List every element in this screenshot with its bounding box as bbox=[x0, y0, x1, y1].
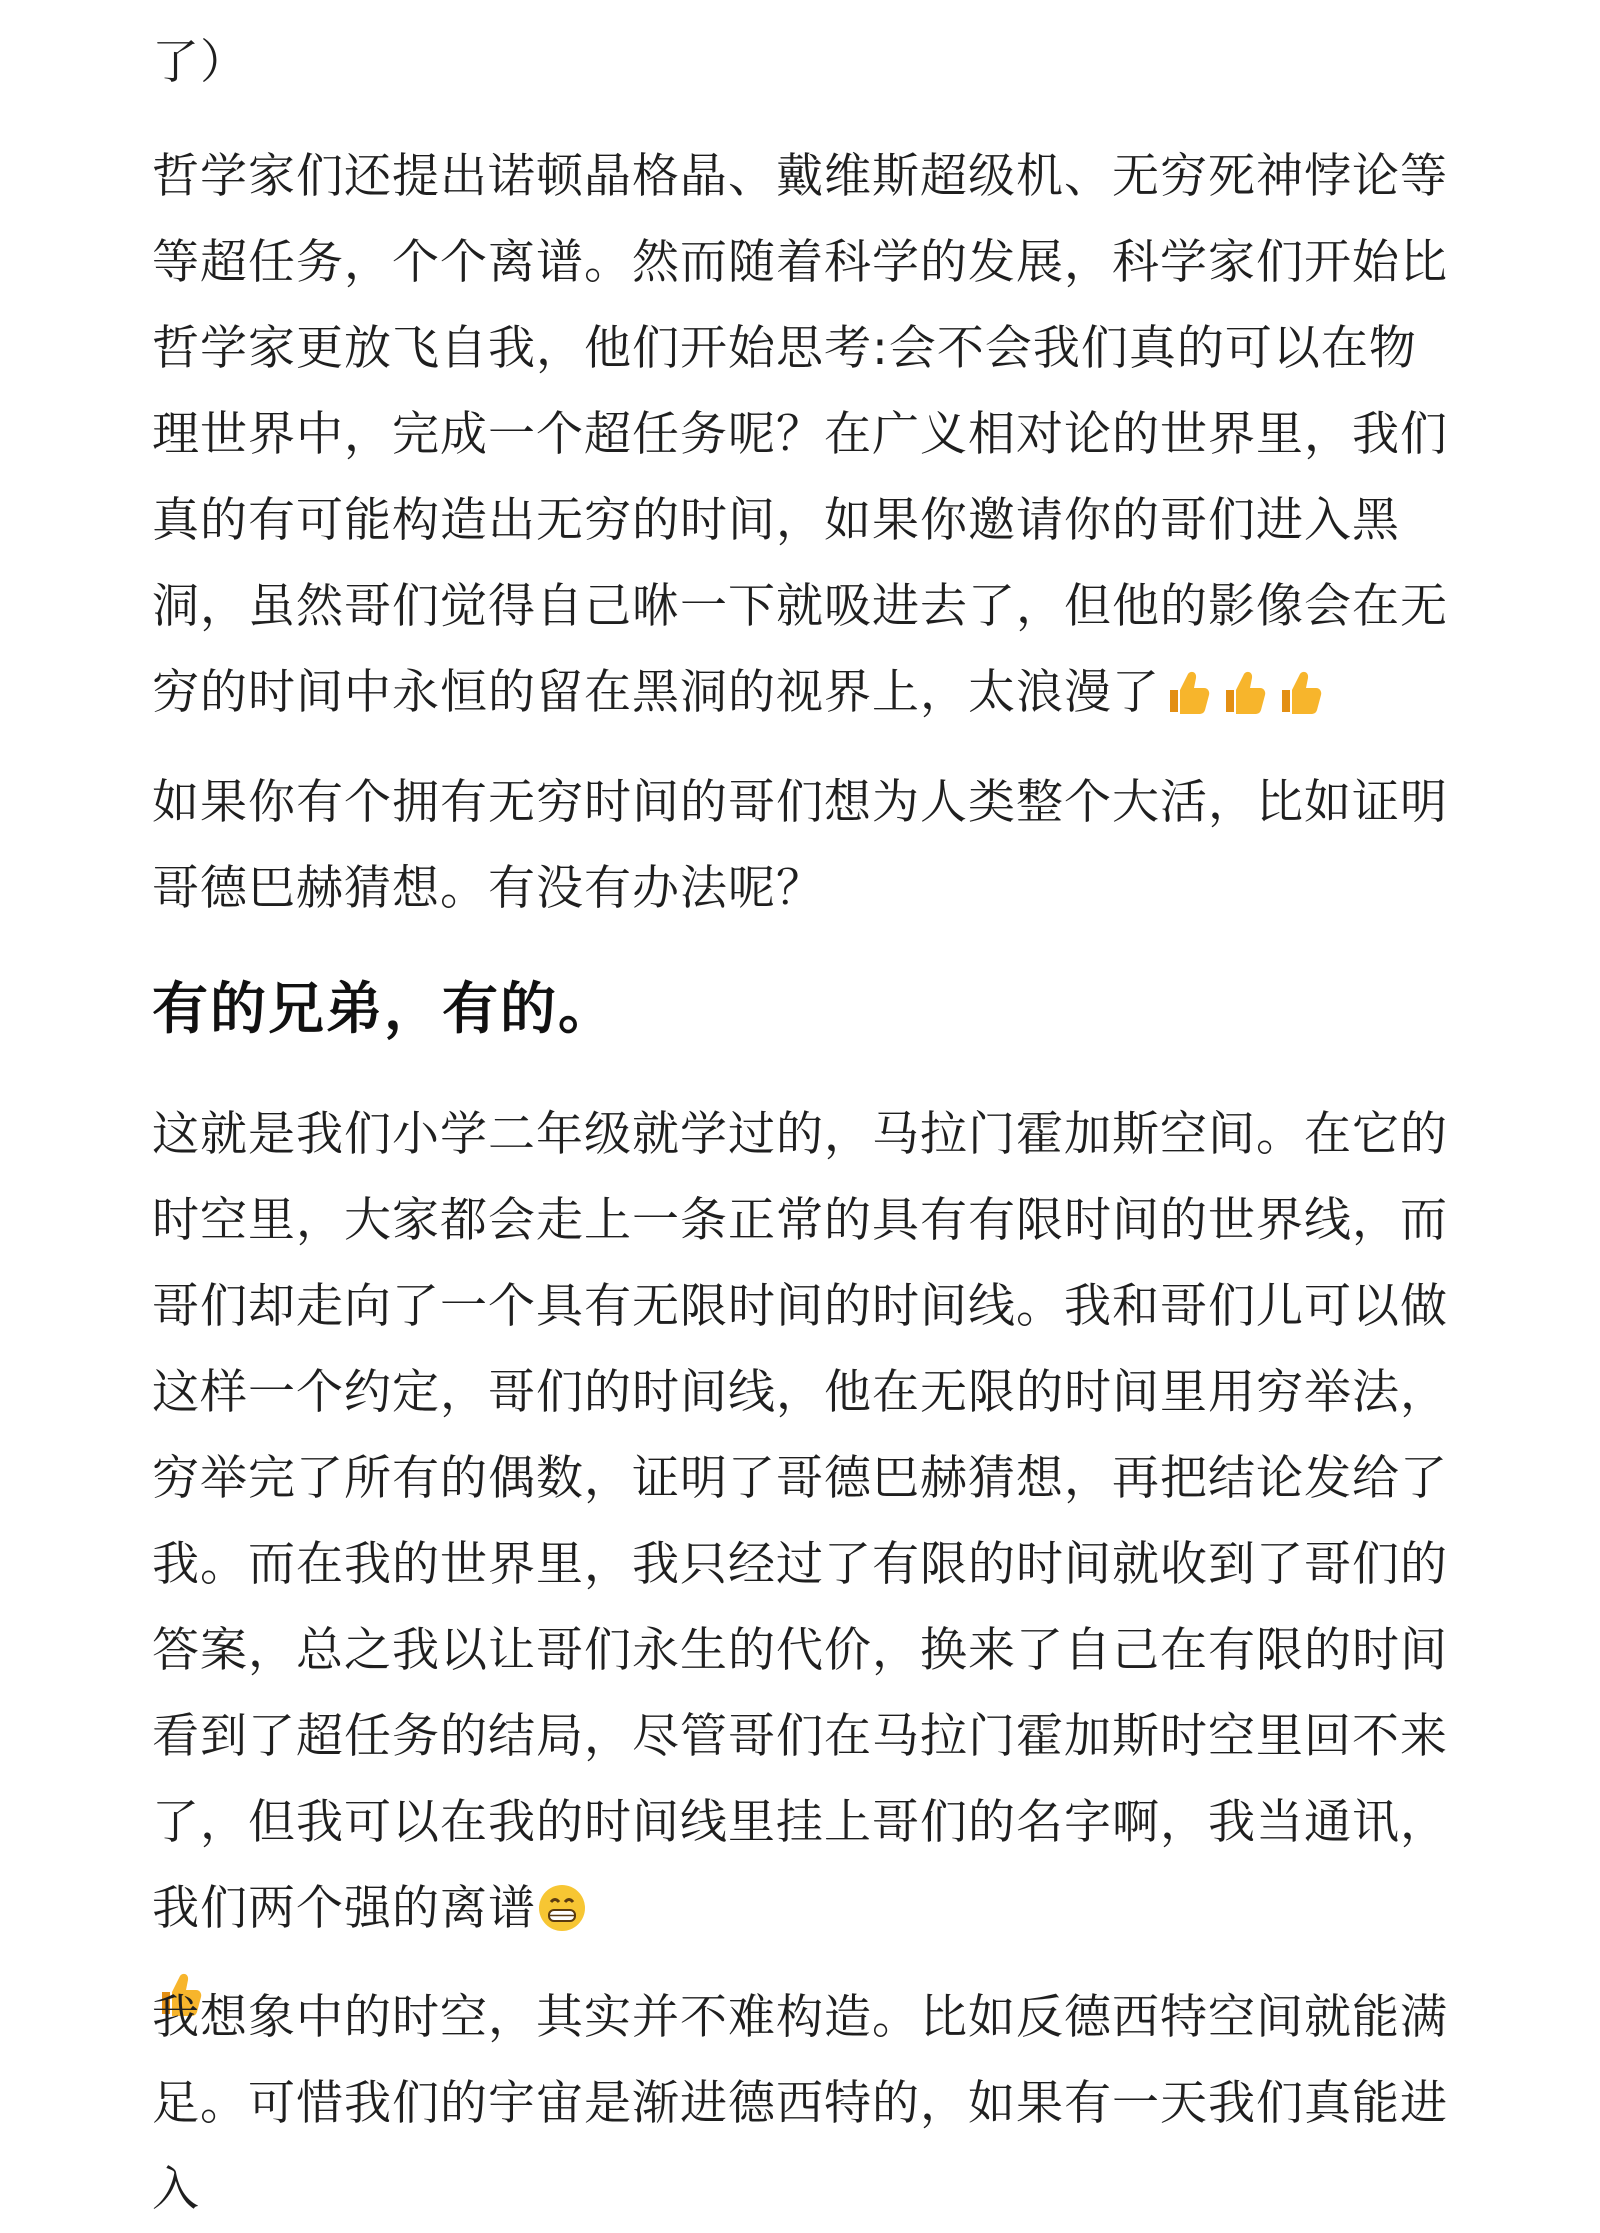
thumbs-up-icon bbox=[1272, 666, 1324, 718]
paragraph-supertasks bbox=[152, 134, 1452, 736]
paragraph-malament-hogarth-text: 这就是我们小学二年级就学过的，马拉门霍加斯空间。在它的时空里，大家都会走上一条正常的具有有限时间的世界线，而哥们却走向了一个具有无限时间的时间线。我和哥们儿可以做这样一个约定，哥们的时间线，他在无限的时间里用穷举法，穷举完了所有的偶数，证明了哥德巴赫猜想，再把结论发给了我。而在我的世界里，我只经过了有限的时间就收到了哥们的答案，总之我以让哥们永生的代价，换来了自己在有限的时间看到了超任务的结局，尽管哥们在马拉门霍加斯时空里回不来了，但我可以在我的时间线里挂上哥们的名字啊，我当通讯，我们两个强的离谱 bbox=[152, 1107, 1448, 1936]
grinning-face-icon bbox=[536, 1882, 588, 1934]
paragraph-question bbox=[152, 760, 1452, 932]
paragraph-spacetime bbox=[152, 1975, 1452, 2233]
thumbs-up-icon bbox=[1160, 666, 1212, 718]
paragraph-question-text: 如果你有个拥有无穷时间的哥们想为人类整个大活，比如证明哥德巴赫猜想。有没有办法呢？ bbox=[152, 775, 1448, 916]
paragraph-spacetime-text: 我想象中的时空，其实并不难构造。比如反德西特空间就能满足。可惜我们的宇宙是渐进德西特的，如果有一天我们真能进入 bbox=[152, 1990, 1448, 2217]
paragraph-fragment-text: 了） bbox=[152, 35, 248, 90]
section-heading: 有的兄弟，有的。 bbox=[152, 977, 616, 1042]
paragraph-fragment bbox=[152, 20, 1452, 106]
paragraph-malament-hogarth bbox=[152, 1092, 1452, 2038]
paragraph-supertasks-text: 哲学家们还提出诺顿晶格晶、戴维斯超级机、无穷死神悖论等等超任务，个个离谱。然而随着科学的发展，科学家们开始比哲学家更放飞自我，他们开始思考:会不会我们真的可以在物理世界中，完成一个超任务呢？在广义相对论的世界里，我们真的有可能构造出无穷的时间，如果你邀请你的哥们进入黑洞，虽然哥们觉得自己咻一下就吸进去了，但他的影像会在无穷的时间中永恒的留在黑洞的视界上，太浪漫了 bbox=[152, 149, 1448, 720]
thumbs-up-icon bbox=[1216, 666, 1268, 718]
